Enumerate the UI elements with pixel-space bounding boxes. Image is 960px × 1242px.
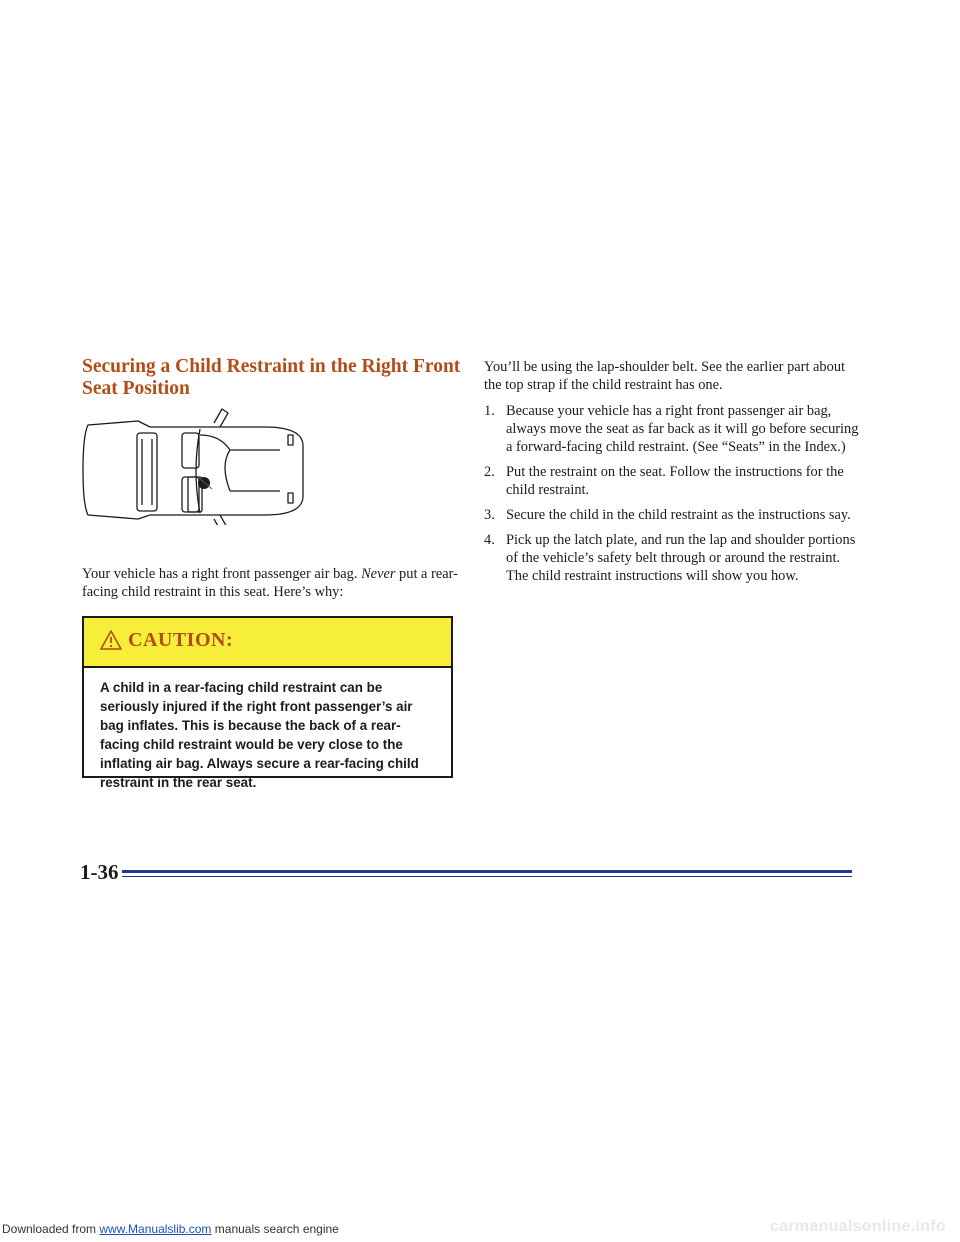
- intro-emphasis: Never: [361, 566, 396, 582]
- step-number: 4.: [484, 532, 495, 548]
- intro-text: Your vehicle has a right front passenger air bag.: [82, 566, 362, 582]
- intro-text-continued: put a rear-facing child restraint in this seat. Here’s why:: [82, 566, 458, 600]
- site-watermark: carmanualsonline.info: [769, 1218, 946, 1235]
- instruction-steps: [484, 402, 864, 592]
- lap-shoulder-paragraph: You’ll be using the lap-shoulder belt. See the earlier part about the top strap if the child restraint has one.: [484, 359, 846, 393]
- step-text: Put the restraint on the seat. Follow the instructions for the child restraint.: [506, 464, 844, 498]
- list-item: [484, 531, 864, 585]
- list-item: [484, 463, 864, 499]
- manualslib-link[interactable]: www.Manualslib.com: [99, 1222, 212, 1236]
- caution-text: A child in a rear-facing child restraint can be seriously injured if the right front passenger’s air bag inflates. This is because the back of a rear-facing child restraint would be very close to the inflating air bag. Always secure a rear-facing child restraint in the rear seat.: [100, 680, 419, 790]
- step-text: Secure the child in the child restraint as the instructions say.: [506, 507, 851, 523]
- footer-rule-thin: [122, 876, 852, 877]
- step-number: 1.: [484, 403, 495, 419]
- list-item: [484, 506, 864, 524]
- vehicle-seat-diagram: [80, 405, 310, 525]
- download-watermark: [0, 1218, 960, 1242]
- section-heading: Securing a Child Restraint in the Right Front Seat Position: [82, 356, 461, 399]
- step-text: Pick up the latch plate, and run the lap and shoulder portions of the vehicle’s safety belt through or around the restraint. The child restraint instructions will show you how.: [506, 532, 856, 584]
- footer-rule: [122, 870, 852, 873]
- warning-triangle-icon: [100, 629, 122, 651]
- caution-header: [84, 618, 451, 668]
- step-number: 2.: [484, 464, 495, 480]
- intro-paragraph: [82, 565, 462, 601]
- step-number: 3.: [484, 507, 495, 523]
- step-text: Because your vehicle has a right front passenger air bag, always move the seat as far back as it will go before securing a forward-facing child restraint. (See “Seats” in the Index.): [506, 403, 859, 455]
- list-item: [484, 402, 864, 456]
- watermark-text: Downloaded from www.Manualslib.com manuals search engine: [2, 1222, 339, 1236]
- caution-box: [82, 616, 453, 790]
- caution-title: CAUTION:: [128, 629, 234, 651]
- page-number: 1-36: [80, 860, 119, 884]
